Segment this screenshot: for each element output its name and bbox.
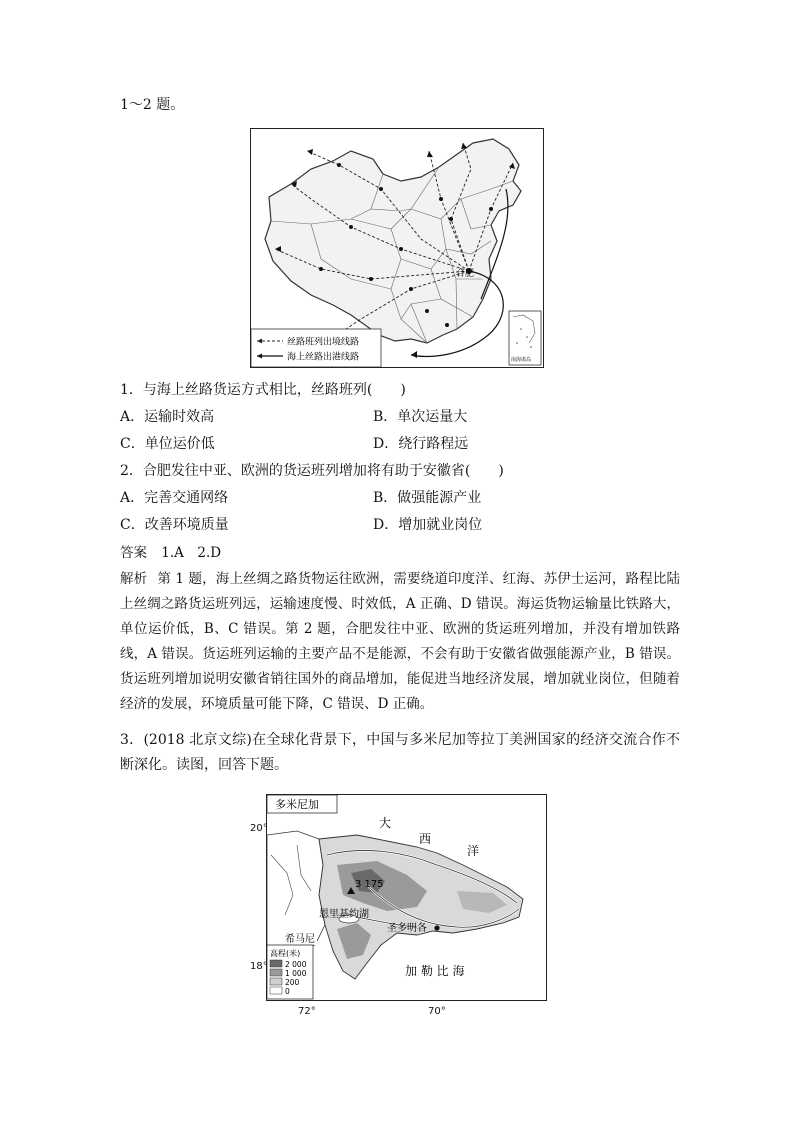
q2-option-b: B．做强能源产业 bbox=[373, 490, 482, 506]
china-outline bbox=[265, 139, 521, 343]
q1-option-a: A．运输时效高 bbox=[120, 409, 215, 425]
elevation-legend bbox=[267, 945, 313, 999]
capital-label: 圣多明各 bbox=[387, 923, 427, 934]
legend-swatch bbox=[270, 987, 282, 994]
map1-legend bbox=[251, 329, 381, 367]
answer-label: 答案 bbox=[120, 545, 147, 561]
q1-option-b: B．单次运量大 bbox=[373, 409, 468, 425]
caribbean-label: 加 勒 比 海 bbox=[405, 964, 465, 978]
legend-title: 高程(米) bbox=[270, 949, 301, 958]
legend-swatch bbox=[270, 969, 282, 976]
legend-swatch bbox=[270, 960, 282, 967]
capital-marker bbox=[434, 925, 439, 930]
legend-level-label: 2 000 bbox=[285, 960, 307, 969]
inset-label: 南海诸岛 bbox=[511, 357, 532, 363]
q2-option-d: D．增加就业岗位 bbox=[373, 517, 483, 533]
q2-stem: 2．合肥发往中亚、欧洲的货运班列增加将有助于安徽省( ) bbox=[120, 463, 504, 479]
sea-xi: 西 bbox=[419, 832, 432, 846]
haiti-label: 希马尼 bbox=[285, 934, 315, 945]
lake-label: 恩里基约湖 bbox=[319, 909, 369, 920]
lat-18-label: 18° bbox=[250, 961, 268, 972]
q2-option-a: A．完善交通网络 bbox=[120, 490, 229, 506]
legend-rail: 丝路班列出境线路 bbox=[287, 337, 360, 348]
legend-level-label: 1 000 bbox=[285, 969, 307, 978]
q2-option-c: C．改善环境质量 bbox=[120, 517, 229, 533]
legend-sea: 海上丝路出港线路 bbox=[287, 352, 360, 363]
answer-text: 1.A 2.D bbox=[161, 545, 222, 561]
legend-level-label: 200 bbox=[285, 978, 300, 987]
legend-level-label: 0 bbox=[285, 987, 290, 996]
china-silk-road-map bbox=[250, 128, 544, 368]
map2-title: 多米尼加 bbox=[275, 798, 319, 811]
dominican-map bbox=[266, 794, 547, 1001]
analysis-text: 第 1 题，海上丝绸之路货物运往欧洲，需要绕道印度洋、红海、苏伊士运河，路程比陆上丝绸之路货运班列远，运输速度慢、时效低，A 正确、D 错误。海运货物运输量比铁路大，单位运价低，B、C 错误。第 2 题，合肥发往中亚、欧洲的货运班列增加，并没有增加铁路线，A 错误。货运班列运输的主要产品不是能源，不会有助于安徽省做强能源产业，B 错误。货运班列增加说明安徽省销往国外的商品增加，能促进当地经济发展，增加就业岗位，但随着经济的发展，环境质量可能下降，C 错误、D 正确。 bbox=[120, 571, 681, 712]
south-china-sea-inset bbox=[509, 311, 541, 365]
q1-option-c: C．单位运价低 bbox=[120, 436, 215, 452]
sea-yang: 洋 bbox=[467, 844, 480, 858]
lon-72-label: 72° bbox=[298, 1006, 316, 1017]
dominican-map-svg bbox=[267, 795, 546, 1000]
hefei-label: 合肥 bbox=[456, 269, 475, 279]
legend-swatch bbox=[270, 978, 282, 985]
q3-text: 3．(2018 北京文综)在全球化背景下，中国与多米尼加等拉丁美洲国家的经济交流合作不断深化。读图，回答下题。 bbox=[120, 732, 680, 773]
china-map-svg bbox=[251, 129, 543, 367]
peak-label: 3 175 bbox=[355, 879, 384, 890]
analysis-label: 解析 bbox=[120, 571, 148, 587]
intro-text: 1～2 题。 bbox=[120, 97, 185, 113]
q1-stem: 1．与海上丝路货运方式相比，丝路班列( ) bbox=[120, 382, 406, 398]
lon-70-label: 70° bbox=[428, 1006, 446, 1017]
analysis-paragraph bbox=[120, 567, 680, 717]
q1-option-d: D．绕行路程远 bbox=[373, 436, 469, 452]
answer-line bbox=[120, 544, 221, 562]
lat-20-label: 20° bbox=[250, 823, 268, 834]
sea-da: 大 bbox=[379, 816, 392, 830]
